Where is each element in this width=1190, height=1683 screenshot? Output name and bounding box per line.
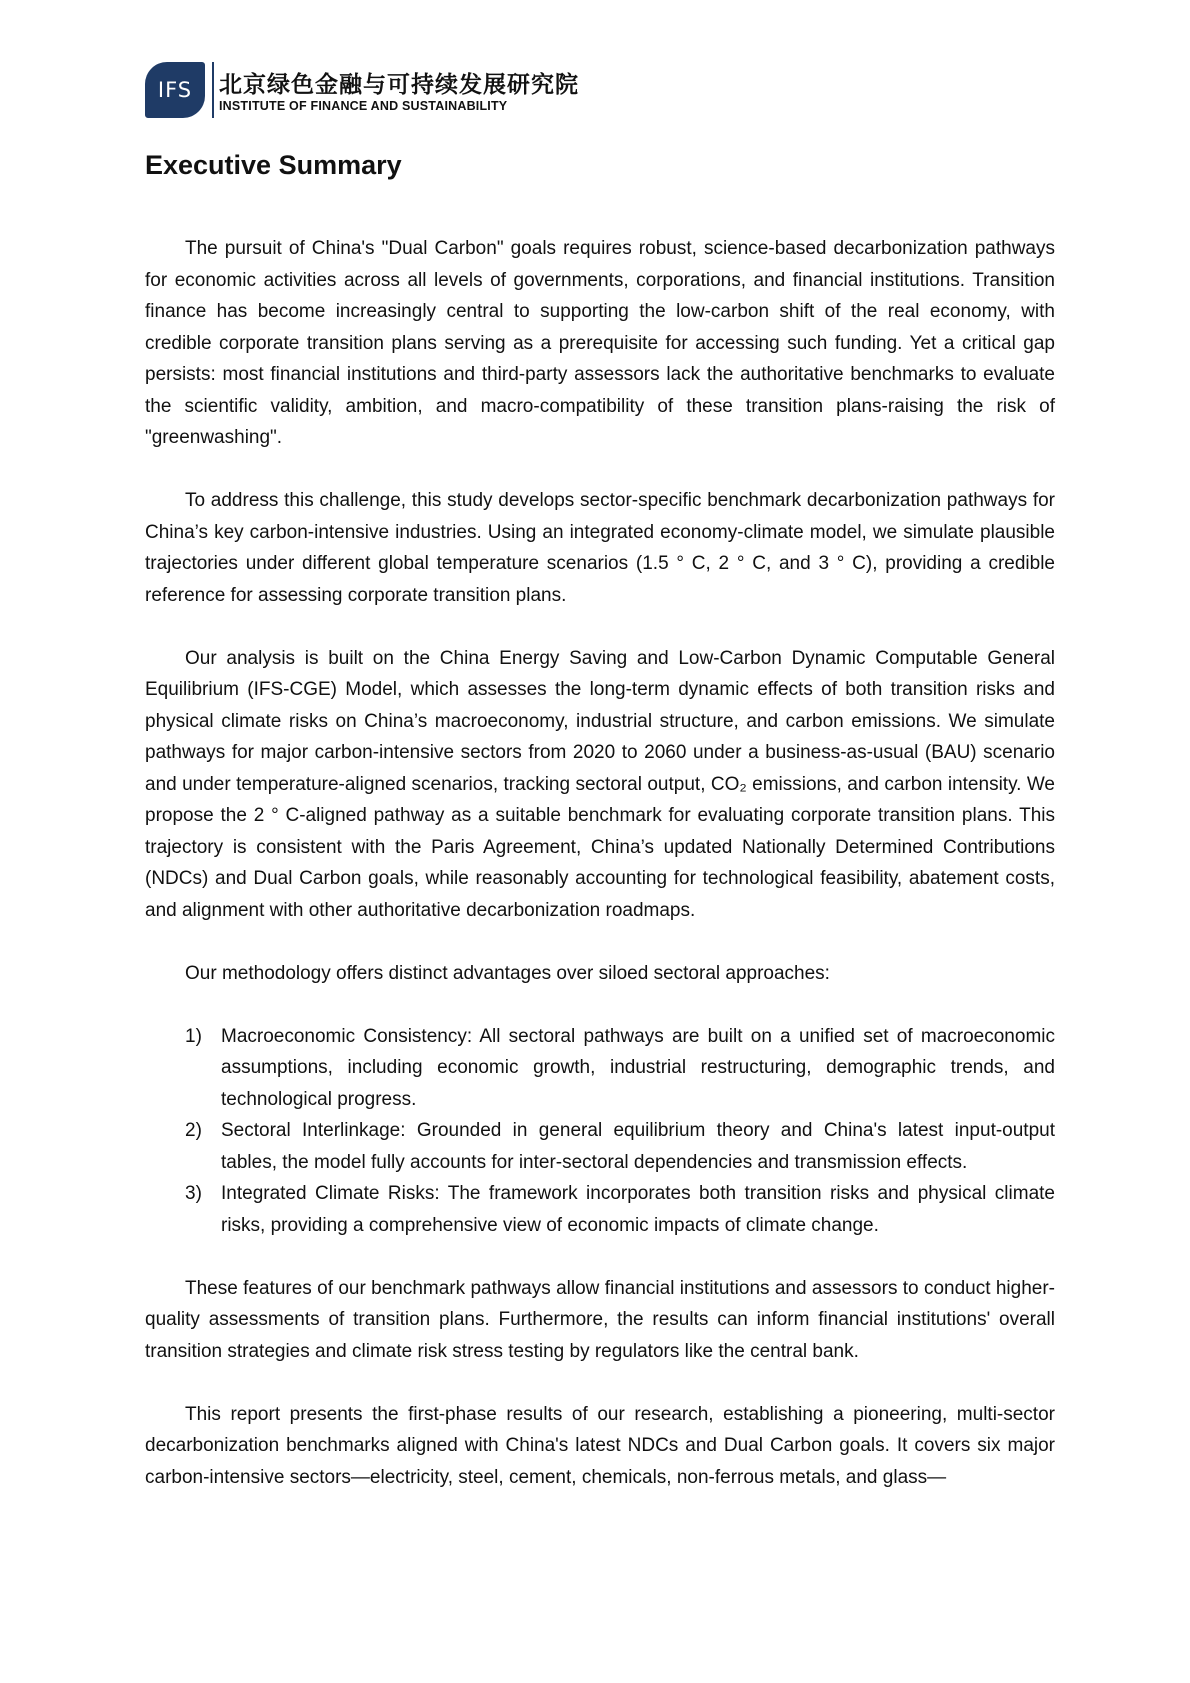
list-number: 2) bbox=[185, 1120, 202, 1141]
list-text: Sectoral Interlinkage: Grounded in general equilibrium theory and China's latest input-output tables, the model fully accounts for inter-sectoral dependencies and transmission effects. bbox=[221, 1120, 1055, 1173]
page-title: Executive Summary bbox=[145, 150, 402, 180]
list-text: Integrated Climate Risks: The framework incorporates both transition risks and physical climate risks, providing a comprehensive view of economic impacts of climate change. bbox=[221, 1183, 1055, 1236]
paragraph-challenge: To address this challenge, this study develops sector-specific benchmark decarbonization pathways for China’s key carbon-intensive industries. Using an integrated economy-climate model, we simulate plausible trajectories under different global temperature scenarios (1.5 ° C, 2 ° C, and 3 ° C), providing a credible reference for assessing corporate transition plans. bbox=[145, 490, 1055, 606]
org-name-chinese: 北京绿色金融与可持续发展研究院 bbox=[219, 72, 579, 98]
ifs-logo: IFS bbox=[145, 62, 205, 118]
advantages-list bbox=[145, 1021, 1055, 1242]
list-number: 3) bbox=[185, 1183, 202, 1204]
paragraph-dual-carbon: The pursuit of China's "Dual Carbon" goals requires robust, science-based decarbonization pathways for economic activities across all levels of governments, corporations, and financial institutions. Transition finance has become increasingly central to supporting the low-carbon shift of the real economy, with credible corporate transition plans serving as a prerequisite for accessing such funding. Yet a critical gap persists: most financial institutions and third-party assessors lack the authoritative benchmarks to evaluate the scientific validity, ambition, and macro-compatibility of these transition plans-raising the risk of "greenwashing". bbox=[145, 238, 1055, 448]
list-text: Macroeconomic Consistency: All sectoral pathways are built on a unified set of macroeconomic assumptions, including economic growth, industrial restructuring, demographic trends, and technological progress. bbox=[221, 1025, 1055, 1110]
list-item bbox=[145, 1115, 1055, 1178]
paragraph-features: These features of our benchmark pathways allow financial institutions and assessors to conduct higher-quality assessments of transition plans. Furthermore, the results can inform financial institutions' overall transition strategies and climate risk stress testing by regulators like the central bank. bbox=[145, 1277, 1055, 1362]
paragraph-model: Our analysis is built on the China Energy Saving and Low-Carbon Dynamic Computable General Equilibrium (IFS-CGE) Model, which assesses the long-term dynamic effects of both transition risks and physical climate risks on China’s macroeconomy, industrial structure, and carbon emissions. We simulate pathways for major carbon-intensive sectors from 2020 to 2060 under a business-as-usual (BAU) scenario and under temperature-aligned scenarios, tracking sectoral output, CO₂ emissions, and carbon intensity. We propose the 2 ° C-aligned pathway as a suitable benchmark for evaluating corporate transition plans. This trajectory is consistent with the Paris Agreement, China’s updated Nationally Determined Contributions (NDCs) and Dual Carbon goals, while reasonably accounting for technological feasibility, abatement costs, and alignment with other authoritative decarbonization roadmaps. bbox=[145, 647, 1055, 921]
list-number: 1) bbox=[185, 1025, 202, 1047]
list-item bbox=[145, 1178, 1055, 1241]
logo-divider bbox=[212, 62, 214, 118]
paragraph-report-scope: This report presents the first-phase results of our research, establishing a pioneering, multi-sector decarbonization benchmarks aligned with China's latest NDCs and Dual Carbon goals. It covers six major carbon-intensive sectors—electricity, steel, cement, chemicals, non-ferrous metals, and glass— bbox=[145, 1403, 1055, 1488]
list-item bbox=[145, 1021, 1055, 1116]
org-name-english: INSTITUTE OF FINANCE AND SUSTAINABILITY bbox=[219, 99, 508, 113]
paragraph-methodology: Our methodology offers distinct advantages over siloed sectoral approaches: bbox=[185, 962, 830, 984]
summary-body bbox=[145, 233, 1055, 1525]
